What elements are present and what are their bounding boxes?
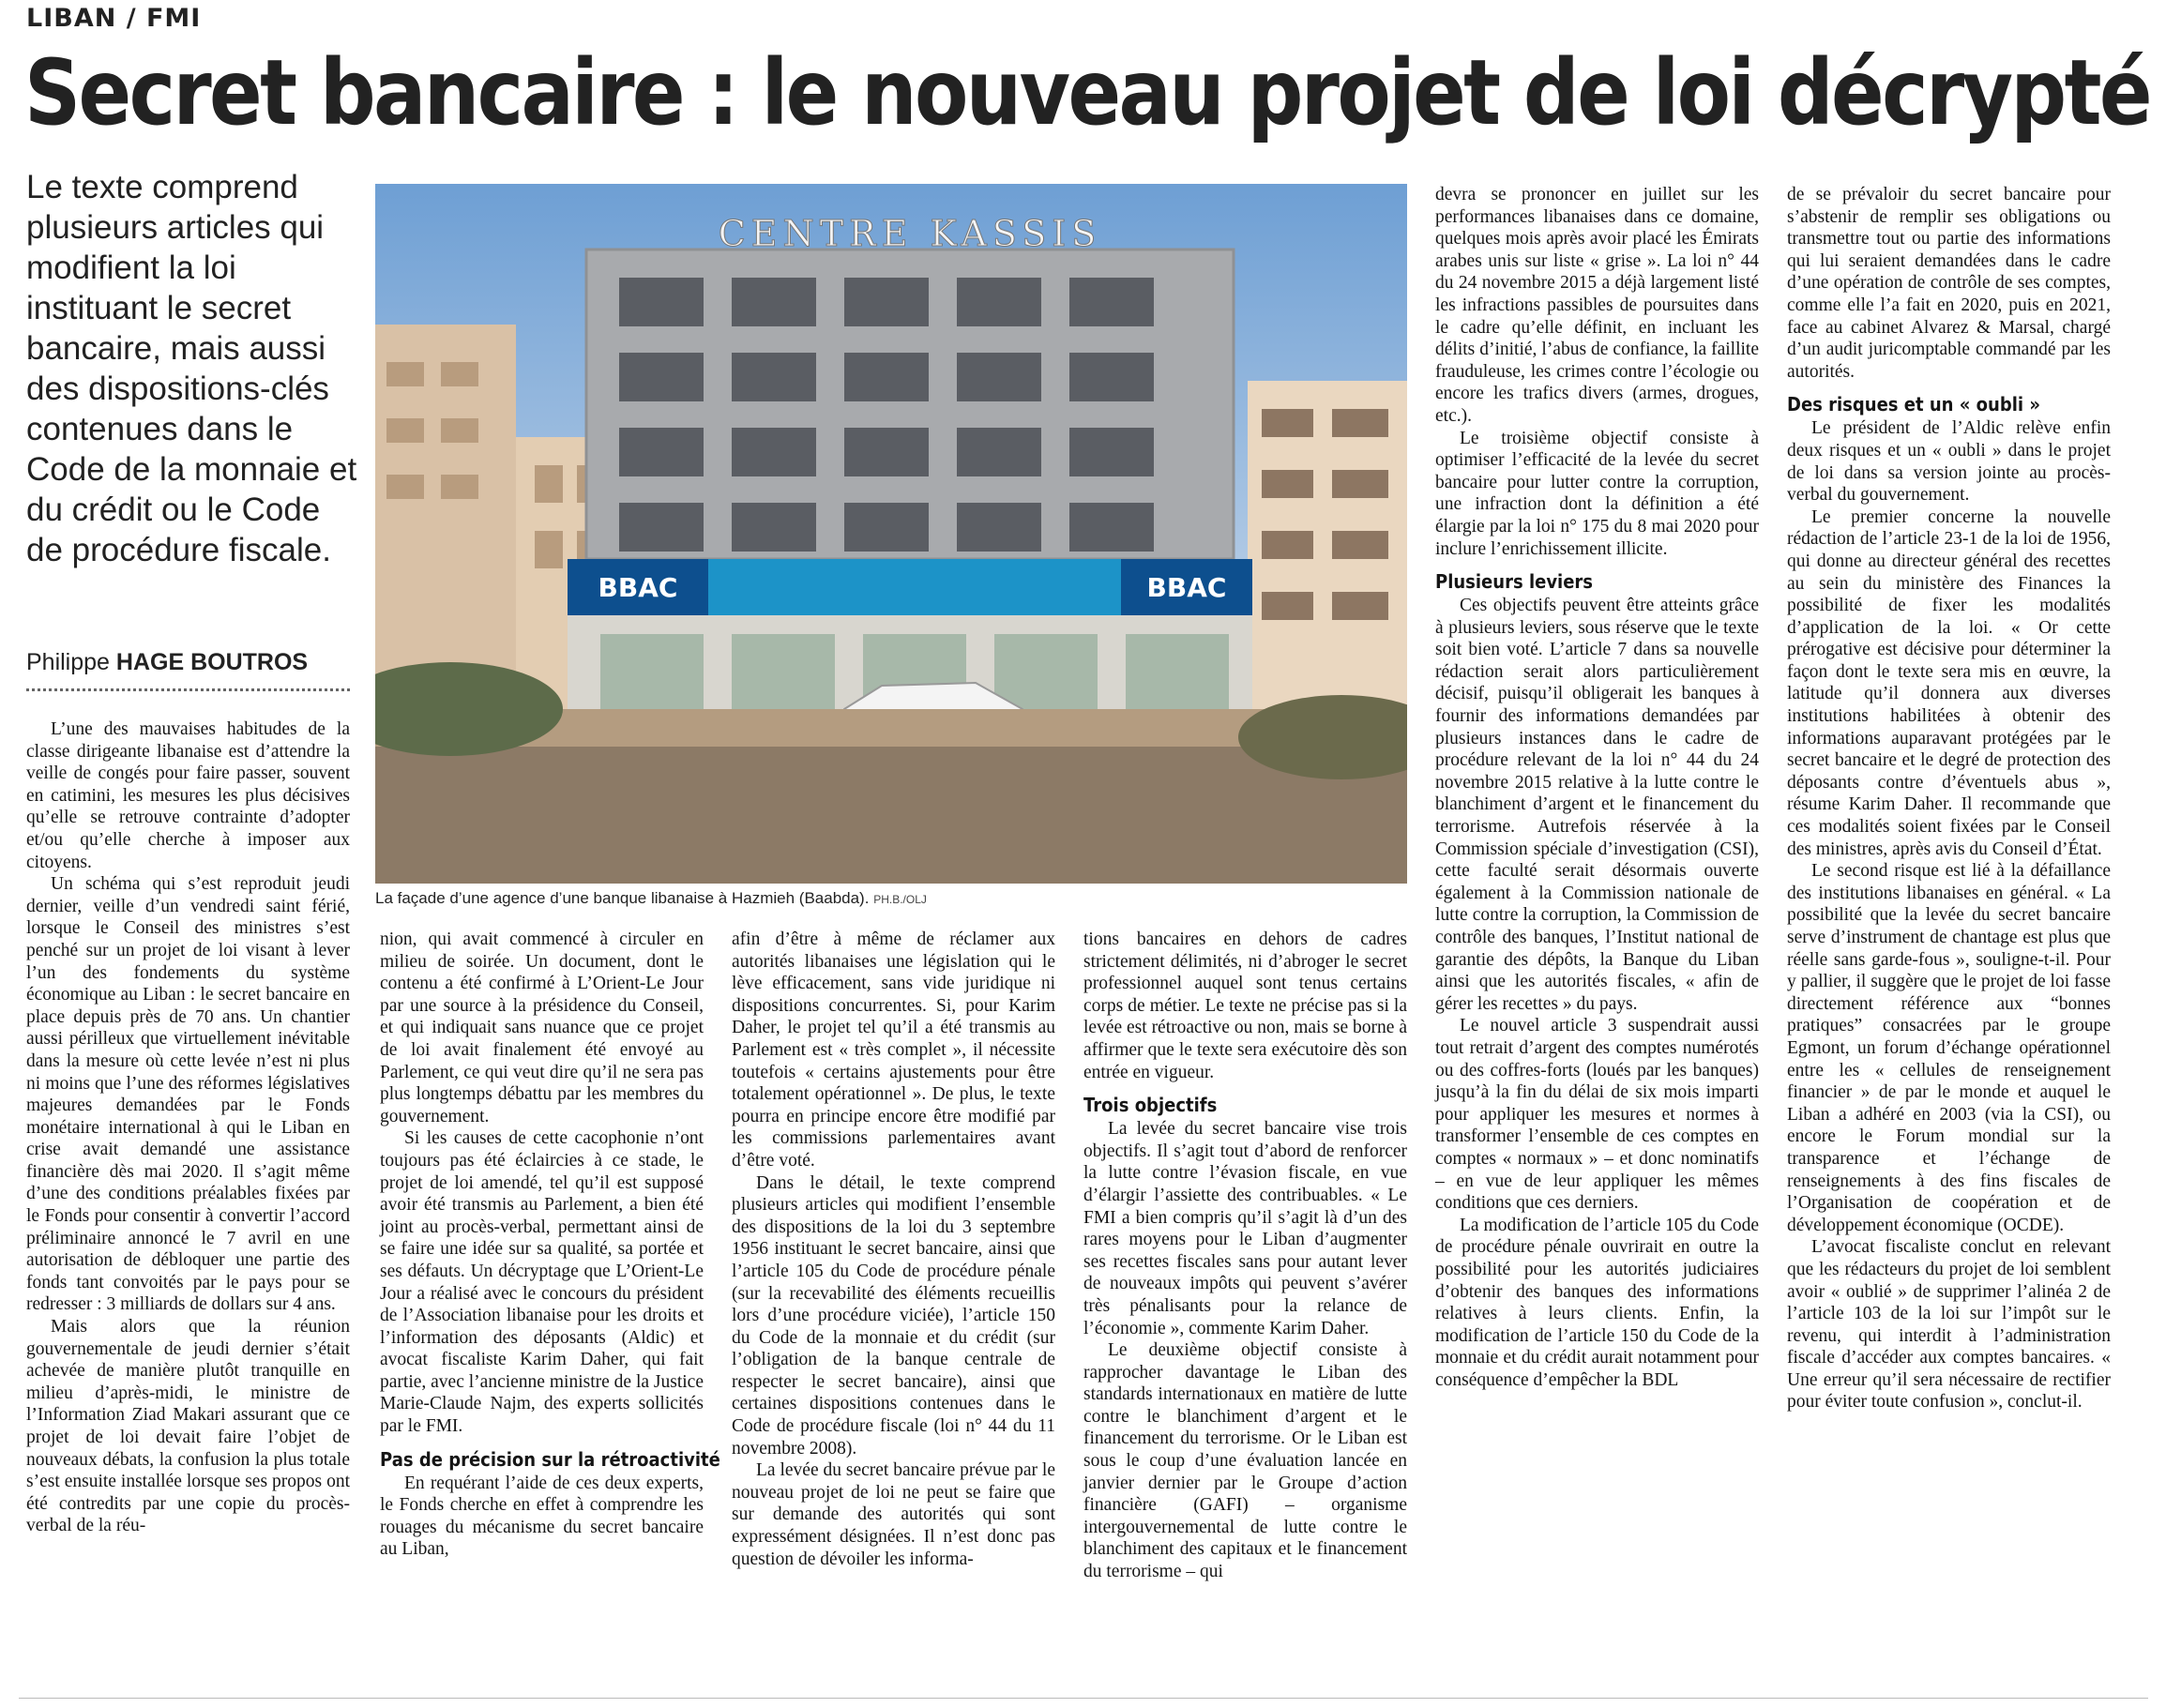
- article-column-4: [1083, 929, 1407, 1583]
- paragraph: Si les causes de cette cacophonie n’ont toujours pas été éclaircies à ce stade, le projet de loi amendé, tel qu’il est supposé avoir été transmis au Parlement, a bien été joint au procès-verbal, permettant ainsi de se faire une idée sur sa qualité, sa portée et ses défauts. Un décryptage que L’Orient-Le Jour a réalisé avec le concours du président de l’Association libanaise pour les droits et l’information des déposants (Aldic) et avocat fiscaliste Karim Daher, qui fait partie, avec l’ancienne ministre de la Justice Marie-Claude Najm, des experts sollicités par le FMI.: [380, 1128, 704, 1437]
- paragraph: Dans le détail, le texte comprend plusieurs articles qui modifient l’ensemble des dispositions de la loi du 3 septembre 1956 instituant le secret bancaire, ainsi que l’article 105 du Code de procédure pénale (sur la recevabilité des éléments recueillis lors d’une procédure viciée), l’article 150 du Code de la monnaie et du crédit (sur l’obligation de la banque centrale de respecter le secret bancaire), ainsi que certaines dispositions contenues dans le Code de procédure fiscale (loi n° 44 du 11 novembre 2008).: [732, 1172, 1055, 1459]
- article-photo: [375, 184, 1407, 884]
- paragraph: La levée du secret bancaire vise trois objectifs. Il s’agit tout d’abord de renforcer la lutte contre l’évasion fiscale, en vue d’élargir l’assiette des contribuables. « Le FMI a bien compris qu’il s’agit là d’un des rares moyens pour le Liban d’augmenter ses recettes fiscales sans pour autant lever de nouveaux impôts qui peuvent s’avérer très pénalisants pour la relance de l’économie », commente Karim Daher.: [1083, 1119, 1407, 1338]
- article-column-5: [1435, 184, 1759, 1391]
- paragraph: La modification de l’article 105 du Code de procédure pénale ouvrirait en outre la possibilité pour les autorités judiciaires d’obtenir des banques des informations relatives à leurs clients. Enfin, la modification de l’article 150 du Code de la monnaie et du crédit aurait notamment pour conséquence d’empêcher la BDL: [1435, 1215, 1759, 1390]
- author-first-name: Philippe: [26, 649, 110, 675]
- byline: [26, 649, 350, 676]
- paragraph: devra se prononcer en juillet sur les performances libanaises dans ce domaine, quelques mois après avoir placé les Émirats arabes unis sur liste « grise ». La loi n° 44 du 24 novembre 2015 a déjà largement listé les infractions passibles de poursuites dans le cadre qu’elle définit, en incluant les délits d’initié, l’abus de confiance, la faillite frauduleuse, les crimes contre l’écologie ou encore les trafics divers (armes, drogues, etc.).: [1435, 185, 1759, 426]
- subheading: Trois objectifs: [1083, 1094, 1218, 1117]
- paragraph: La levée du secret bancaire prévue par le nouveau projet de loi ne peut se faire que sur demande des autorités qui sont expressément désignées. Il n’est donc pas question de dévoiler les informa-: [732, 1460, 1055, 1569]
- article-column-2: [380, 929, 720, 1561]
- paragraph: Le nouvel article 3 suspendrait aussi tout retrait d’argent des comptes numérotés ou des coffres-forts (loués par les banques) jusqu’à la fin du délai de six mois imparti pour appliquer les mesures et normes à transformer l’ensemble de ces comptes en comptes « normaux » – et donc nominatifs – en vue de leur appliquer les mêmes conditions que ces derniers.: [1435, 1016, 1759, 1214]
- bbac-logo-right: BBAC: [1146, 572, 1227, 603]
- photo-credit: PH.B./OLJ: [873, 893, 927, 906]
- headline: Secret bancaire : le nouveau projet de loi décrypté: [24, 40, 2150, 145]
- photo-caption: [375, 889, 1416, 908]
- paragraph: L’une des mauvaises habitudes de la classe dirigeante libanaise est d’attendre la veille de congés pour faire passer, souvent en catimini, les mesures les plus décisives qu’elle se retrouve contrainte d’adopter et/ou qu’elle cherche à imposer aux citoyens.: [26, 719, 350, 872]
- paragraph: Le troisième objectif consiste à optimiser l’efficacité de la levée du secret bancaire pour lutter contre la corruption, une infraction dont la définition a été élargie par la loi n° 175 du 8 mai 2020 pour inclure l’enrichissement illicite.: [1435, 428, 1759, 559]
- page-bottom-rule: [19, 1698, 2148, 1699]
- paragraph: Le président de l’Aldic relève enfin deux risques et un « oubli » dans le projet de loi dans sa version jointe au procès-verbal du gouvernement.: [1787, 418, 2111, 506]
- paragraph: L’avocat fiscaliste conclut en relevant que les rédacteurs du projet de loi semblent avoir « oublié » de supprimer l’alinéa 2 de l’article 103 de la loi sur l’impôt sur le revenu, qui interdit à l’administration fiscale d’accéder aux comptes bancaires. « Une erreur qu’il sera nécessaire de rectifier pour éviter toute confusion », conclut-il.: [1787, 1237, 2111, 1413]
- section-rubric: LIBAN / FMI: [26, 4, 202, 33]
- subheading: Plusieurs leviers: [1435, 570, 1594, 594]
- article-column-1: [26, 718, 350, 1537]
- author-last-name: HAGE BOUTROS: [115, 649, 309, 675]
- byline-divider: [26, 688, 350, 691]
- lead-paragraph: Le texte comprend plusieurs articles qui modifient la loi instituant le secret bancaire, mais aussi des dispositions-clés contenues dans le Code de la monnaie et du crédit ou le Code de procédure fiscale.: [26, 169, 357, 568]
- paragraph: tions bancaires en dehors de cadres strictement délimités, ni d’abroger le secret professionnel auquel sont tenus certains corps de métier. Le texte ne précise pas si la levée est rétroactive ou non, mais se borne à affirmer que le texte sera exécutoire dès son entrée en vigueur.: [1083, 930, 1407, 1082]
- subheading: Des risques et un « oubli »: [1787, 393, 2040, 416]
- rooftop-sign: CENTRE KASSIS: [718, 213, 1102, 254]
- caption-text: La façade d’une agence d’une banque libanaise à Hazmieh (Baabda).: [375, 889, 870, 907]
- paragraph: de se prévaloir du secret bancaire pour s’abstenir de remplir ses obligations ou transmettre tout ou partie des informations qui lui seraient demandées dans le cadre d’une opération de contrôle de ses comptes, comme elle l’a fait en 2020, puis en 2021, face au cabinet Alvarez & Marsal, chargé d’un audit juricomptable commandé par les autorités.: [1787, 185, 2111, 382]
- paragraph: Ces objectifs peuvent être atteints grâce à plusieurs leviers, sous réserve que le texte soit bien voté. L’article 7 dans sa nouvelle rédaction serait alors particulièrement décisif, puisqu’il obligerait les banques à fournir des informations demandées par plusieurs instances dans le cadre de procédure relevant de la loi n° 44 du 24 novembre 2015 relative à la lutte contre le blanchiment d’argent et le financement du terrorisme. Autrefois réservée à la Commission spéciale d’investigation (CSI), cette faculté serait désormais ouverte également à la Commission nationale de lutte contre la corruption, la Commission de contrôle des banques, l’Institut national de garantie des dépôts, la Banque du Liban ainsi que les autorités fiscales, « afin de gérer les recettes » du pays.: [1435, 596, 1759, 1014]
- paragraph: En requérant l’aide de ces deux experts, le Fonds cherche en effet à comprendre les rouages du mécanisme du secret bancaire au Liban,: [380, 1473, 704, 1560]
- paragraph: Mais alors que la réunion gouvernementale de jeudi dernier s’était achevée de manière plutôt tranquille en milieu d’après-midi, le ministre de l’Information Ziad Makari assurant que ce projet de loi devait faire l’objet de nouveaux débats, la confusion la plus totale s’est ensuite installée lorsque ses propos ont été contredits par une copie du procès-verbal de la réu-: [26, 1317, 350, 1536]
- paragraph: afin d’être à même de réclamer aux autorités libanaises une législation qui le lève efficacement, sans vide juridique ni dispositions concurrentes. Si, pour Karim Daher, le projet tel qu’il a été transmis au Parlement est « très complet », il nécessite toutefois « certains ajustements pour être totalement opérationnel ». De plus, le texte pourra en principe encore être modifié par les commissions parlementaires avant d’être voté.: [732, 930, 1055, 1171]
- bbac-logo-left: BBAC: [598, 572, 678, 603]
- paragraph: Le premier concerne la nouvelle rédaction de l’article 23-1 de la loi de 1956, qui donne au directeur général des recettes au sein du ministère des Finances la possibilité de fixer les modalités d’application de la loi. « Or cette prérogative est décisive pour déterminer la façon dont le texte sera mis en œuvre, la latitude qu’il donnera aux diverses institutions habilitées à obtenir des informations auparavant protégées par le secret bancaire et le degré de protection des déposants contre d’éventuels abus », résume Karim Daher. Il recommande que ces modalités soient fixées par le Conseil des ministres, après avis du Conseil d’État.: [1787, 506, 2111, 859]
- article-column-6: [1787, 184, 2111, 1413]
- paragraph: Un schéma qui s’est reproduit jeudi dernier, veille d’un vendredi saint férié, lorsque le Conseil des ministres s’est penché sur un projet de loi visant à lever l’un des fondements du système économique au Liban : le secret bancaire en place depuis près de 70 ans. Un chantier aussi périlleux que virtuellement inévitable dans la mesure où cette levée n’est ni plus ni moins que l’une des réformes législatives majeures demandées par le Fonds monétaire international à qui le Liban en crise avait demandé une assistance financière dès mai 2020. Il s’agit même d’une des conditions préalables fixées par le Fonds pour consentir à convertir l’accord préliminaire annoncé le 7 avril en une autorisation de débloquer une partie des fonds tant convoités par le pays pour se redresser : 3 milliards de dollars sur 4 ans.: [26, 874, 350, 1315]
- article-column-3: [732, 929, 1055, 1570]
- bank-building-image: [375, 184, 1407, 884]
- paragraph: nion, qui avait commencé à circuler en milieu de soirée. Un document, dont le contenu a été confirmé à L’Orient-Le Jour par une source à la présidence du Conseil, et qui indiquait sans nuance que ce projet de loi avait finalement été envoyé au Parlement, ce qui veut dire qu’il ne sera pas plus longtemps débattu par les membres du gouvernement.: [380, 930, 704, 1126]
- paragraph: Le second risque est lié à la défaillance des institutions libanaises en général. « La possibilité que la levée du secret bancaire serve d’instrument de chantage est plus que réelle sans garde-fous », souligne-t-il. Pour y pallier, il suggère que le projet de loi fasse directement référence aux “bonnes pratiques” consacrées par le groupe Egmont, un forum d’échange opérationnel entre les « cellules de renseignement financier » de par le monde et auquel le Liban a adhéré en 2003 (via la CSI), ou encore le Forum mondial sur la transparence et l’échange de renseignements à des fins fiscales de l’Organisation de coopération et de développement économique (OCDE).: [1787, 861, 2111, 1235]
- paragraph: Le deuxième objectif consiste à rapprocher davantage le Liban des standards internationaux en matière de lutte contre le blanchiment d’argent et le financement du terrorisme. Or le Liban est sous le coup d’une évaluation lancée en janvier dernier par le Groupe d’action financière (GAFI) – organisme intergouvernemental de lutte contre le blanchiment des capitaux et le financement du terrorisme – qui: [1083, 1340, 1407, 1582]
- subheading: Pas de précision sur la rétroactivité: [380, 1447, 720, 1471]
